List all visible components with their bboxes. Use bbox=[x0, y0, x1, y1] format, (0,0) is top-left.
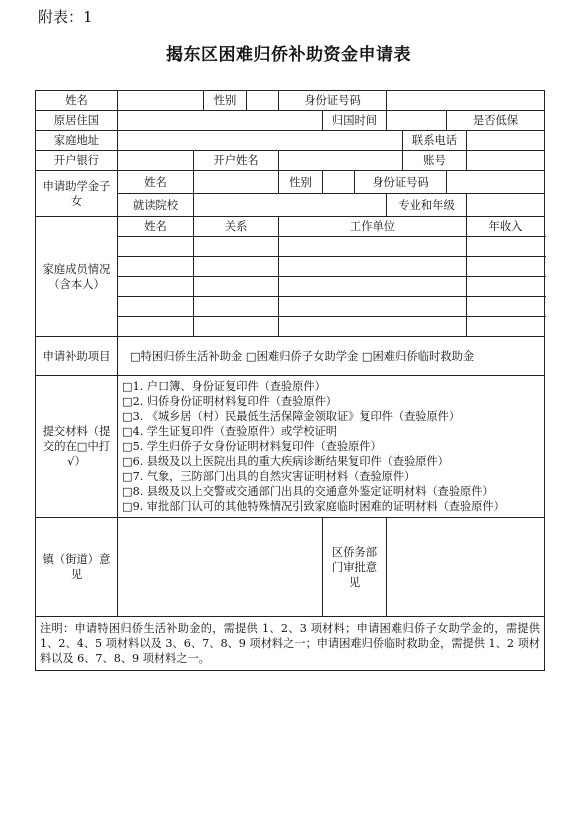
account-number-field[interactable] bbox=[467, 151, 545, 171]
family-employer-cell[interactable] bbox=[279, 297, 467, 317]
project-label: 申请补助项目 bbox=[36, 337, 118, 376]
family-employer-cell[interactable] bbox=[279, 277, 467, 297]
materials-label: 提交材料（提交的在□中打√） bbox=[36, 376, 118, 518]
applicant-row-3 bbox=[36, 131, 545, 151]
material-item-5[interactable]: □5. 学生归侨子女身份证明材料复印件（查验原件） bbox=[122, 440, 382, 453]
id-number-field[interactable] bbox=[387, 91, 545, 111]
phone-field[interactable] bbox=[467, 131, 545, 151]
return-time-label: 归国时间 bbox=[323, 111, 387, 131]
child-gender-label: 性别 bbox=[279, 171, 323, 194]
material-item-9[interactable]: □9. 审批部门认可的其他特殊情况引致家庭临时困难的证明材料（查验原件） bbox=[122, 500, 505, 513]
child-id-field[interactable] bbox=[447, 171, 545, 194]
material-item-2[interactable]: □2. 归侨身份证明材料复印件（查验原件） bbox=[122, 395, 337, 408]
origin-country-label: 原居住国 bbox=[36, 111, 118, 131]
family-header-row bbox=[36, 217, 545, 237]
family-name-cell[interactable] bbox=[118, 257, 194, 277]
applicant-row-4 bbox=[36, 151, 545, 171]
id-number-label: 身份证号码 bbox=[279, 91, 387, 111]
family-relation-cell[interactable] bbox=[194, 257, 279, 277]
family-income-cell[interactable] bbox=[467, 237, 545, 257]
office-approval-label: 区侨务部门审批意见 bbox=[323, 518, 387, 617]
bank-label: 开户银行 bbox=[36, 151, 118, 171]
form-title: 揭东区困难归侨补助资金申请表 bbox=[166, 45, 411, 65]
child-section-label: 申请助学金子女 bbox=[36, 171, 118, 217]
application-form bbox=[35, 90, 545, 671]
family-col-employer: 工作单位 bbox=[279, 217, 467, 237]
family-col-name: 姓名 bbox=[118, 217, 194, 237]
project-row bbox=[36, 337, 545, 376]
family-name-cell[interactable] bbox=[118, 297, 194, 317]
material-item-8[interactable]: □8. 县级及以上交警或交通部门出具的交通意外鉴定证明材料（查验原件） bbox=[122, 485, 494, 498]
major-grade-label: 专业和年级 bbox=[387, 194, 467, 217]
child-gender-field[interactable] bbox=[323, 171, 355, 194]
family-income-cell[interactable] bbox=[467, 277, 545, 297]
family-income-cell[interactable] bbox=[467, 317, 545, 337]
gender-label: 性别 bbox=[204, 91, 247, 111]
family-relation-cell[interactable] bbox=[194, 277, 279, 297]
low-income-label: 是否低保 bbox=[447, 111, 545, 131]
approval-row bbox=[36, 518, 545, 617]
address-field[interactable] bbox=[118, 131, 403, 151]
child-row-1 bbox=[36, 171, 545, 194]
phone-label: 联系电话 bbox=[403, 131, 467, 151]
family-income-cell[interactable] bbox=[467, 297, 545, 317]
name-label: 姓名 bbox=[36, 91, 118, 111]
family-employer-cell[interactable] bbox=[279, 237, 467, 257]
child-name-label: 姓名 bbox=[118, 171, 194, 194]
applicant-row-1 bbox=[36, 91, 545, 111]
origin-country-field[interactable] bbox=[118, 111, 323, 131]
major-grade-field[interactable] bbox=[467, 194, 545, 217]
child-id-label: 身份证号码 bbox=[355, 171, 447, 194]
attachment-label: 附表：1 bbox=[38, 8, 93, 26]
town-opinion-field[interactable] bbox=[118, 518, 323, 617]
applicant-row-2 bbox=[36, 111, 545, 131]
family-relation-cell[interactable] bbox=[194, 297, 279, 317]
child-name-field[interactable] bbox=[194, 171, 279, 194]
form-note: 注明：申请特困归侨生活补助金的，需提供 1、2、3 项材料；申请困难归侨子女助学金的，需提供 1、2、4、5 项材料以及 3、6、7、8、9 项材料之一；申请困难归侨临时救助金，需提供 1、2 项材料以及 6、7、8、9 项材料之一。 bbox=[36, 617, 545, 671]
materials-row bbox=[36, 376, 545, 518]
note-row bbox=[36, 617, 545, 671]
family-relation-cell[interactable] bbox=[194, 317, 279, 337]
account-holder-label: 开户姓名 bbox=[194, 151, 279, 171]
gender-field[interactable] bbox=[247, 91, 279, 111]
materials-checklist bbox=[118, 376, 545, 518]
family-col-income: 年收入 bbox=[467, 217, 545, 237]
family-name-cell[interactable] bbox=[118, 237, 194, 257]
material-item-6[interactable]: □6. 县级及以上医院出具的重大疾病诊断结果复印件（查验原件） bbox=[122, 455, 449, 468]
office-approval-field[interactable] bbox=[387, 518, 545, 617]
family-employer-cell[interactable] bbox=[279, 257, 467, 277]
school-field[interactable] bbox=[194, 194, 387, 217]
material-item-7[interactable]: □7. 气象，三防部门出具的自然灾害证明材料（查验原件） bbox=[122, 470, 416, 483]
project-options[interactable]: □特困归侨生活补助金 □困难归侨子女助学金 □困难归侨临时救助金 bbox=[118, 337, 545, 376]
material-item-4[interactable]: □4. 学生证复印件（查验原件）或学校证明 bbox=[122, 425, 337, 438]
family-income-cell[interactable] bbox=[467, 257, 545, 277]
family-employer-cell[interactable] bbox=[279, 317, 467, 337]
material-item-3[interactable]: □3. 《城乡居（村）民最低生活保障金领取证》复印件（查验原件） bbox=[122, 410, 461, 423]
family-section-label: 家庭成员情况（含本人） bbox=[36, 217, 118, 337]
family-name-cell[interactable] bbox=[118, 277, 194, 297]
address-label: 家庭地址 bbox=[36, 131, 118, 151]
school-label: 就读院校 bbox=[118, 194, 194, 217]
account-number-label: 账号 bbox=[403, 151, 467, 171]
family-relation-cell[interactable] bbox=[194, 237, 279, 257]
return-time-field[interactable] bbox=[387, 111, 447, 131]
bank-field[interactable] bbox=[118, 151, 194, 171]
family-col-relation: 关系 bbox=[194, 217, 279, 237]
name-field[interactable] bbox=[118, 91, 204, 111]
account-holder-field[interactable] bbox=[279, 151, 403, 171]
town-opinion-label: 镇（街道）意见 bbox=[36, 518, 118, 617]
material-item-1[interactable]: □1. 户口簿、身份证复印件（查验原件） bbox=[122, 380, 326, 393]
family-name-cell[interactable] bbox=[118, 317, 194, 337]
